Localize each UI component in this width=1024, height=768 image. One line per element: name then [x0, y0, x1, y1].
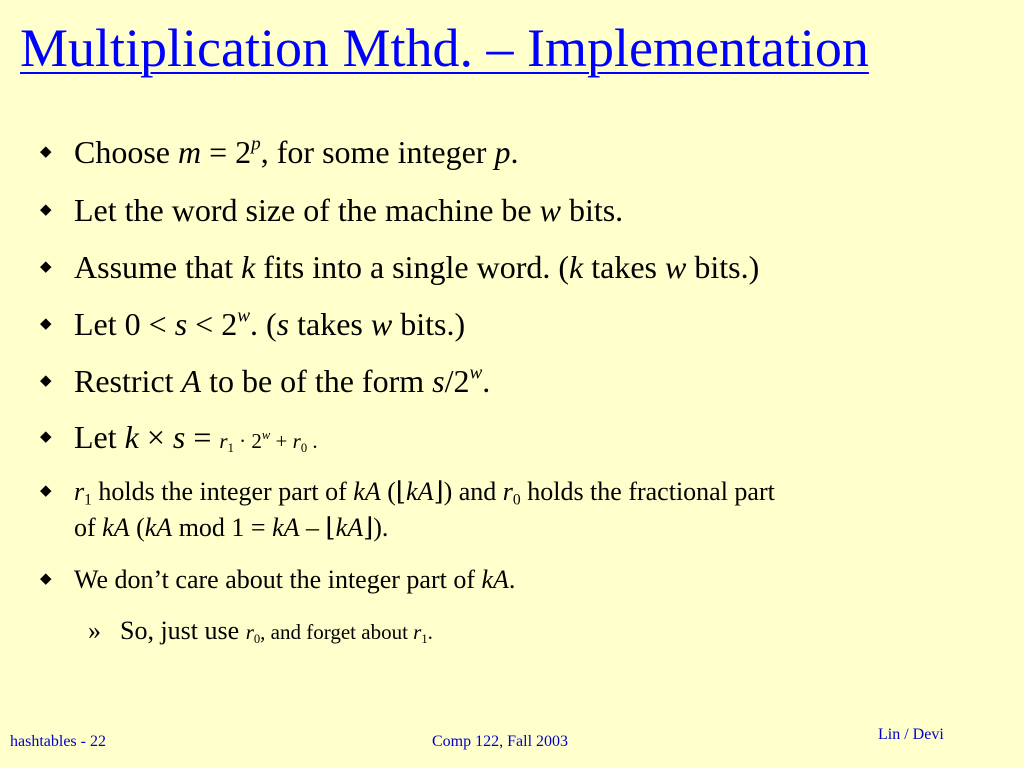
bullet-r1-r0-parts — [40, 474, 775, 546]
bullet-diamond-icon: ◆ — [40, 144, 52, 160]
bullet-integer-part — [40, 562, 515, 598]
bullet-text: Choose $m = 2^p$, for some integer p. — [74, 133, 519, 170]
bullet-diamond-icon: ◆ — [40, 202, 52, 218]
bullet-diamond-icon: ◆ — [40, 571, 52, 587]
sub-bullet-marker: » — [88, 616, 101, 645]
slide-title: Multiplication Mthd. – Implementation — [20, 18, 869, 78]
footer-slide-id: hashtables - 22 — [10, 733, 106, 750]
bullet-text: Let $k \times s = r_1 \cdot 2^w + r_0$ . — [74, 419, 318, 455]
bullet-text: Restrict A to be of the form s/2$^w$. — [74, 362, 491, 399]
bullet-diamond-icon: ◆ — [40, 259, 52, 275]
bullet-text: Let $0 < s < 2^w$. (s takes w bits.) — [74, 305, 466, 342]
bullet-assume-k — [40, 247, 759, 287]
bullet-diamond-icon: ◆ — [40, 316, 52, 332]
footer-course: Comp 122, Fall 2003 — [432, 733, 569, 750]
bullet-text-line-1: $r_1$ holds the integer part of kA (⌊kA⌋) and $r_0$ holds the fractional part — [74, 477, 775, 509]
bullet-diamond-icon: ◆ — [40, 373, 52, 389]
sub-bullet-use-r0 — [88, 614, 433, 649]
bullet-text-line-2: of kA (kA mod 1 = kA – ⌊kA⌋). — [74, 513, 389, 542]
sub-bullet-text: So, just use $r_0$, and forget about $r_1$. — [120, 616, 433, 646]
bullet-text — [74, 474, 775, 546]
bullet-let-s — [40, 304, 465, 344]
bullet-word-size — [40, 190, 623, 230]
bullet-diamond-icon: ◆ — [40, 429, 52, 445]
bullet-restrict-a — [40, 361, 490, 401]
bullet-diamond-icon: ◆ — [40, 483, 52, 499]
bullet-choose-m — [40, 132, 518, 172]
bullet-text: Assume that k fits into a single word. (k takes w bits.) — [74, 249, 760, 285]
footer-authors: Lin / Devi — [878, 726, 944, 743]
bullet-k-times-s — [40, 417, 318, 461]
bullet-text: We don’t care about the integer part of kA. — [74, 565, 516, 594]
bullet-text: Let the word size of the machine be w bits. — [74, 192, 624, 228]
